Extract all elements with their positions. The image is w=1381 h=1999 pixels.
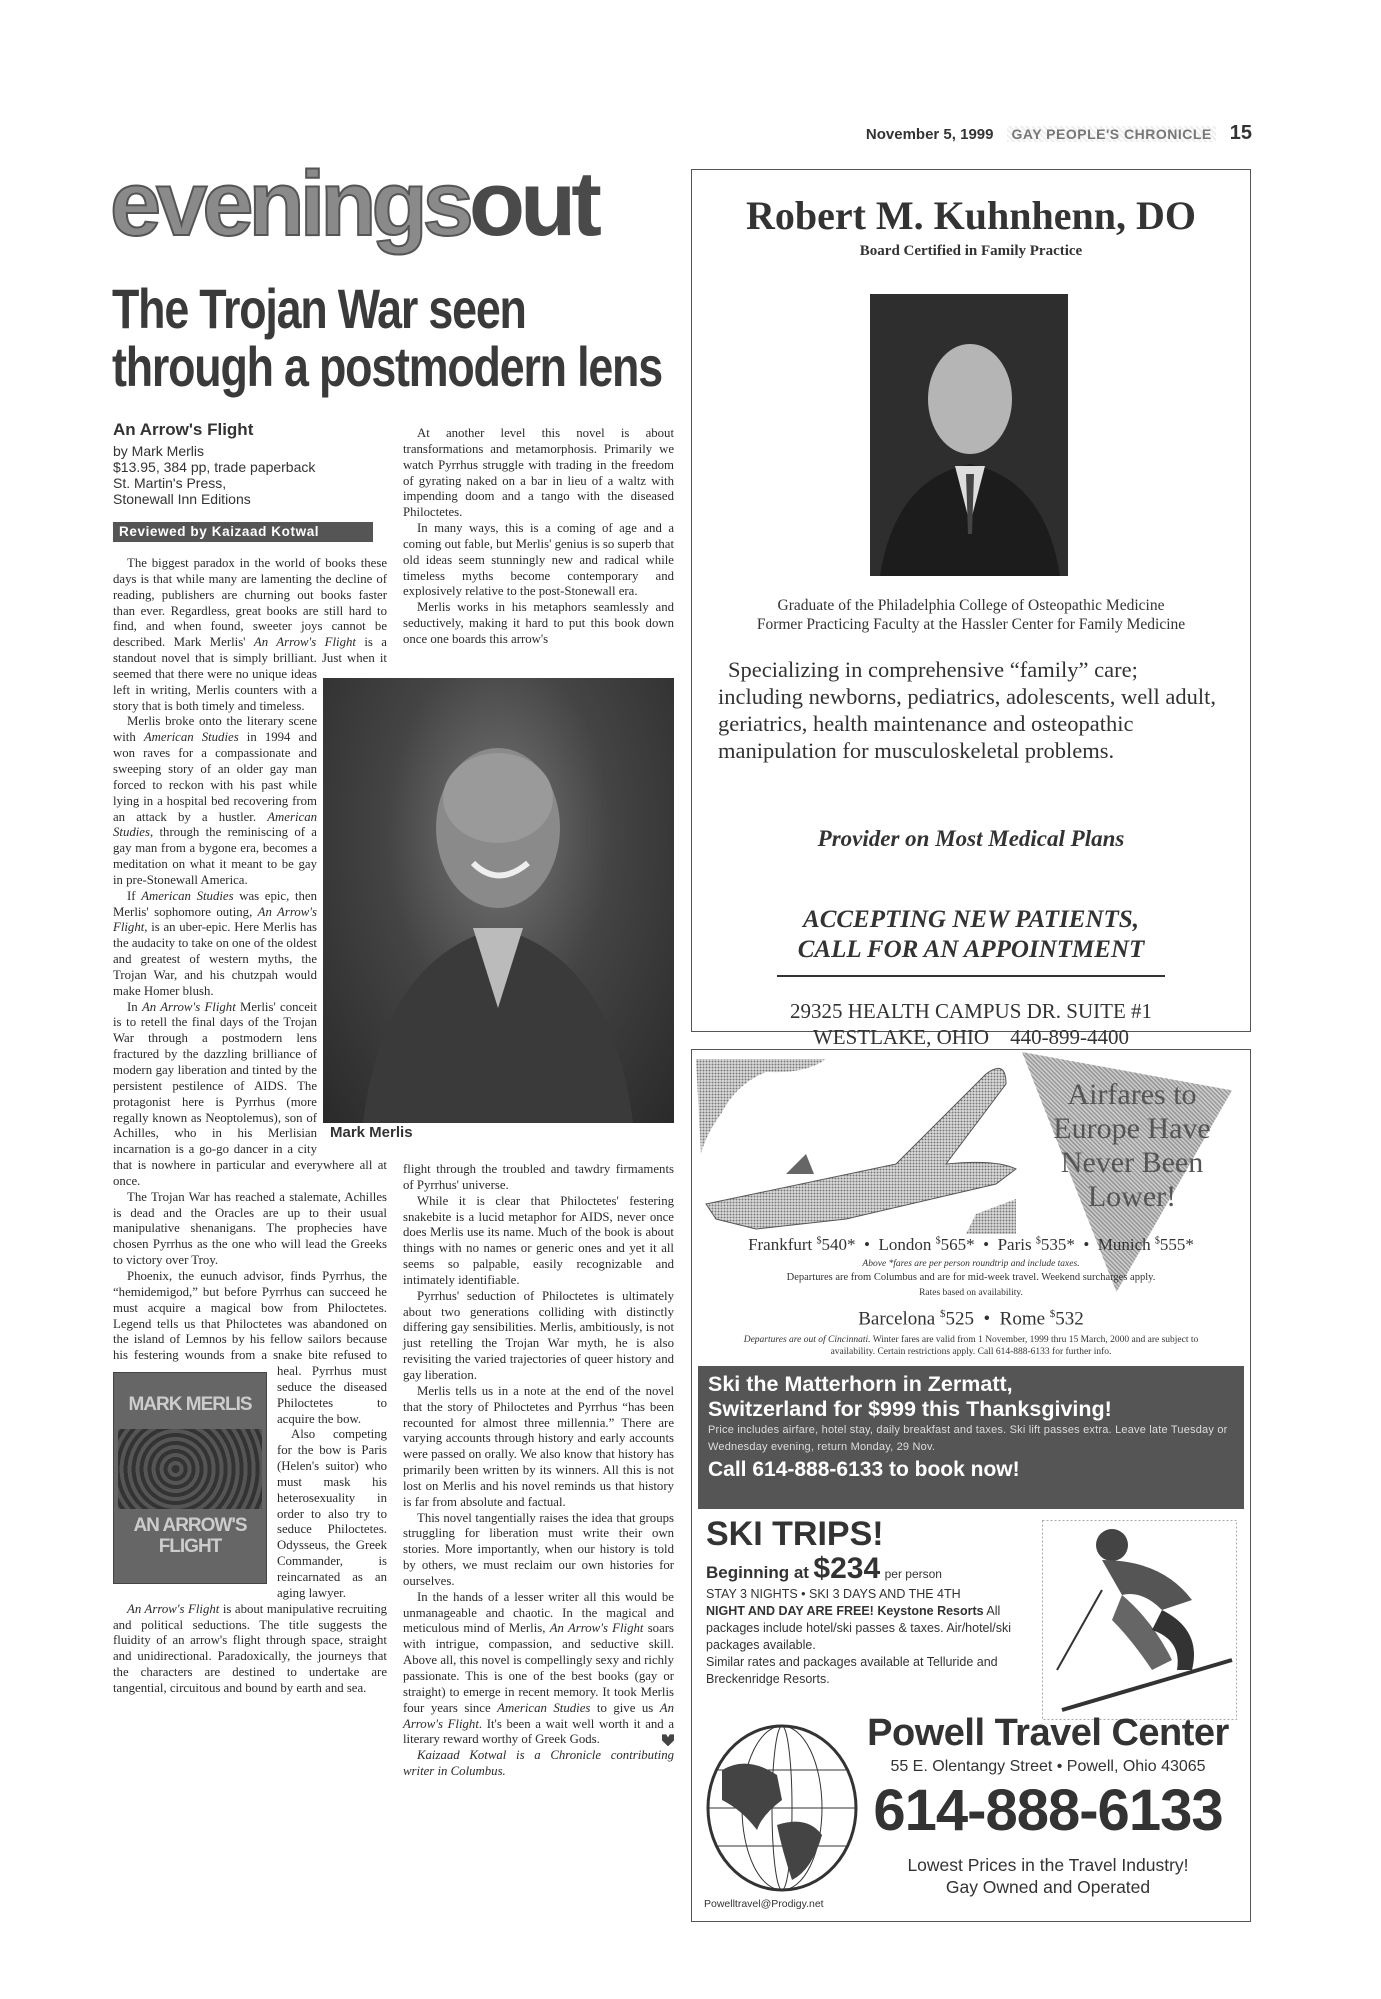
italic-title: American Studies — [143, 730, 239, 745]
zermatt-details: Price includes airfare, hotel stay, daily breakfast and taxes. Ski lift passes extra. Leave late Tuesday or Wednesday evening, return Monday, 29 Nov. — [708, 1424, 1228, 1453]
italic-title: An Arrow's Flight — [113, 904, 317, 935]
article-paragraph — [113, 1190, 387, 1269]
divider — [777, 975, 1165, 977]
article-column-middle-top — [403, 426, 674, 648]
page-number: 15 — [1229, 122, 1252, 144]
globe-icon — [702, 1720, 862, 1895]
article-paragraph — [403, 1590, 674, 1748]
europe-fares: Frankfurt $540* • London $565* • Paris $535* • Munich $555* — [748, 1235, 1194, 1254]
text-run: soars with intrigue, compassion, and seductive skill. Above all, this novel is compellingly sexy and richly passionate. This is one of the best books (gay or straight) to emerge in recent memory. It took Merlis four years since — [403, 1621, 675, 1715]
text-run: Also competing for the bow is Paris (Helen's suitor) who must mask his heterosexuality in order to also try to seduce Philoctetes. Odysseus, the Greek Commander, is reincarnated as an aging lawyer. — [277, 1427, 387, 1600]
airplane-illustration — [696, 1054, 1036, 1234]
doctor-city-phone: WESTLAKE, OHIO 440-899-4400 — [812, 1025, 1130, 1049]
italic-title: Kaizaad Kotwal is a Chronicle contributing writer in Columbus. — [403, 1748, 674, 1779]
fares-note: Above *fares are per person roundtrip and include taxes. — [862, 1259, 1080, 1269]
airfares-line: Europe Have — [1053, 1112, 1211, 1145]
ski-trips-heading: SKI TRIPS! — [706, 1515, 884, 1553]
zermatt-heading: Ski the Matterhorn in Zermatt, — [708, 1372, 1013, 1396]
company-address: 55 E. Olentangy Street • Powell, Ohio 43065 — [890, 1758, 1206, 1775]
departures-note: Departures are from Columbus and are for mid-week travel. Weekend surcharges apply. — [786, 1272, 1156, 1283]
article-paragraph — [403, 1194, 674, 1289]
doctor-photo — [870, 294, 1068, 576]
book-info — [113, 420, 393, 507]
provider-text: Provider on Most Medical Plans — [817, 826, 1125, 851]
doctor-address: 29325 HEALTH CAMPUS DR. SUITE #1 — [789, 999, 1153, 1023]
graduate-line: Graduate of the Philadelphia College of Osteopathic Medicine — [777, 597, 1165, 614]
article-paragraph — [403, 1384, 674, 1511]
reviewer-label: Reviewed by Kaizaad Kotwal — [113, 522, 373, 542]
text-run: In many ways, this is a coming of age and a coming out fable, but Merlis' genius is so superb that old ideas seem stunningly new and radical while timeless myths become contemporary and explosively relative to the post-Stonewall era. — [403, 521, 675, 599]
book-imprint: Stonewall Inn Editions — [113, 491, 251, 507]
book-price: $13.95, 384 pp, trade paperback — [113, 459, 316, 475]
section-logo-eveningsout — [110, 153, 597, 255]
text-run: While it is clear that Philoctetes' festering snakebite is a lucid metaphor for AIDS, never once does Merlis use its name. Much of the book is about things with no names or generic ones and yet it all seems so palpable, easily recognizable and intimately identifiable. — [403, 1193, 674, 1287]
specializing-text: Specializing in comprehensive “family” care; including newborns, pediatrics, adolescents, well adult, geriatrics, health maintenance and osteopathic manipulation for musculoskeletal problems. — [718, 657, 1216, 763]
text-run: , through the reminiscing of a gay man from a bygone era, becomes a meditation on what it meant to be gay in pre-Stonewall America. — [113, 825, 317, 887]
text-run: is about manipulative recruiting and political seductions. The title suggests the fluidity of an arrow's flight through space, straight and unidirectional. Paradoxically, the journeys that the characters are destined to undertake are tangential, circuitous and bound by earth and sea. — [113, 1601, 387, 1695]
powell-travel-info — [852, 1710, 1244, 1898]
text-run: At another level this novel is about transformations and metamorphosis. Primarily we watch Pyrrhus struggle with trading in the freedom of gyrating naked on a bar in lieu of a waltz with impending doom and a tango with the diseased Philoctetes. — [403, 426, 674, 520]
book-title: An Arrow's Flight — [113, 420, 254, 439]
rates-note: Rates based on availability. — [919, 1288, 1023, 1298]
article-paragraph — [403, 426, 674, 521]
masthead — [866, 122, 1252, 145]
italic-title: An Arrow's Flight — [253, 635, 356, 650]
zermatt-call: Call 614-888-6133 to book now! — [708, 1458, 1020, 1481]
zermatt-offer — [698, 1366, 1244, 1509]
skier-illustration — [1042, 1520, 1237, 1720]
article-paragraph — [403, 600, 674, 648]
travel-advertisement — [691, 1049, 1251, 1922]
text-run: The Trojan War has reached a stalemate, Achilles is dead and the Oracles are up to their usual manipulative shenanigans. The prophecies have chosen Pyrrhus as the one who will lead the Greeks to victory over Troy. — [113, 1189, 387, 1268]
article-paragraph — [403, 521, 674, 600]
italic-title: American Studies — [113, 809, 317, 840]
similar-resorts: Similar rates and packages available at Telluride and Breckenridge Resorts. — [706, 1655, 998, 1686]
newspaper-name: GAY PEOPLE'S CHRONICLE — [1007, 126, 1215, 142]
call-appointment: CALL FOR AN APPOINTMENT — [797, 936, 1145, 963]
article-paragraph — [113, 1602, 387, 1697]
author-photo — [323, 678, 674, 1123]
text-run: Merlis tells us in a note at the end of the novel that the story of Philoctetes and Pyrrhus “has been recounted for almost three millennia.” There are varying accounts through history and early accounts were passed on orally. We also know that history has primarily been written by its winners. All this is not lost on Merlis and his novel reminds us that history is far from absolute and factual. — [403, 1383, 674, 1509]
faculty-line: Former Practicing Faculty at the Hassler Center for Family Medicine — [756, 616, 1186, 633]
text-run: was epic, then Merlis' sophomore outing, — [113, 888, 317, 919]
text-run: flight through the troubled and tawdry firmaments of Pyrrhus' universe. — [403, 1162, 674, 1192]
text-run: is a standout novel that is simply brilliant. Just when it seemed that there were no unique ideas left in writing, Merlis counters with a story that is both timely and timeless. — [113, 635, 387, 713]
logo-part-out: out — [468, 153, 597, 255]
airfares-headline — [1032, 1078, 1232, 1214]
ski-trips-offer: SKI TRIPS! Beginning at $234 per person STAY 3 NIGHTS • SKI 3 DAYS AND THE 4TH NIGHT AND DAY ARE FREE! Keystone Resorts All packages include hotel/ski passes & taxes. Air/hotel/ski packages available. Similar rates and packages available at Telluride and Breckenridge Resorts. — [706, 1516, 1036, 1688]
author-bio — [403, 1748, 674, 1780]
airfares-line: Airfares to — [1067, 1078, 1197, 1111]
article-headline: The Trojan War seen through a postmodern lens — [112, 277, 662, 398]
article-paragraph — [403, 1289, 674, 1384]
text-run: to give us — [590, 1700, 660, 1715]
slogan-2: Gay Owned and Operated — [945, 1877, 1151, 1897]
issue-date: November 5, 1999 — [865, 126, 994, 143]
company-name: Powell Travel Center — [867, 1712, 1229, 1754]
italic-title: An Arrow's Flight — [127, 1601, 220, 1616]
company-phone: 614-888-6133 — [873, 1778, 1223, 1843]
italic-title: An Arrow's Flight — [549, 1621, 644, 1636]
italic-title: American Studies — [141, 888, 234, 903]
slogan: Lowest Prices in the Travel Industry! — [907, 1855, 1189, 1875]
book-author: by Mark Merlis — [113, 443, 205, 459]
book-publisher: St. Martin's Press, — [113, 475, 227, 491]
logo-part-evenings: evenings — [110, 153, 469, 255]
article-paragraph — [403, 1162, 674, 1194]
text-run: , is an uber-epic. Here Merlis has the audacity to take on one of the oldest and greatest of western myths, the Trojan War, and his chutzpah would make Homer blush. — [113, 920, 317, 998]
fine-print: Departures are out of Cincinnati. Winter fares are valid from 1 November, 1999 thru 15 March, 2000 and are subject to availability. Certain restrictions apply. Call 614-888-6133 for further info. — [743, 1335, 1199, 1357]
doctor-advertisement — [691, 169, 1251, 1049]
stay-line: STAY 3 NIGHTS • SKI 3 DAYS AND THE 4TH — [706, 1587, 961, 1601]
text-run: This novel tangentially raises the idea that groups struggling for liberation must write their own stories. More importantly, when our history is told by others, we must reclaim our own histories for ourselves. — [403, 1510, 674, 1588]
doctor-name: Robert M. Kuhnhenn, DO — [745, 193, 1197, 238]
text-run: If — [127, 888, 142, 903]
text-run: In the hands of a lesser writer all this would be unmanageable and chaotic. In the magical and meticulous mind of Merlis, — [403, 1589, 674, 1636]
spain-italy-fares: Barcelona $525 • Rome $532 — [858, 1308, 1084, 1330]
photo-caption: Mark Merlis — [330, 1124, 413, 1141]
text-run: in 1994 and won raves for a compassionate and sweeping story of an older gay man forced to reckon with his past while lying in a hospital bed recovering from an attack by a hustler. — [113, 730, 318, 824]
text-run: The biggest paradox in the world of books these days is that while many are lamenting the decline of reading, publishers are churning out books faster than ever. Regardless, great books are still hard to find, and when found, sweeter joys cannot be described. Mark Merlis' — [113, 556, 387, 650]
text-run: . It's been a wait well worth it and a literary reward worthy of Greek Gods. — [403, 1716, 675, 1747]
text-run: Merlis' conceit is to retell the final days of the Trojan War through a postmodern lens fractured by the dazzling brilliance of modern gay liberation and tinted by the persistent pestilence of AIDS. The protagonist here is Pyrrhus (more regally known as Neoptolemus), son of Achilles, who in his Merlisian incarnation is a go-go dancer in a city that is nowhere in particular and everywhere all at once. — [113, 999, 387, 1188]
text-run: Merlis works in his metaphors seamlessly and seductively, making it hard to put this book down once one boards this arrow's — [403, 600, 674, 646]
doctor-certification: Board Certified in Family Practice — [859, 243, 1083, 259]
italic-title: An Arrow's Flight — [403, 1700, 674, 1731]
article-column-middle-bottom — [403, 1162, 674, 1780]
text-run: Merlis broke onto the literary scene with — [113, 714, 317, 745]
airfares-line: Never Been — [1060, 1146, 1204, 1179]
article-paragraph — [403, 1511, 674, 1590]
company-email: Powelltravel@Prodigy.net — [704, 1898, 824, 1910]
text-run: Pyrrhus' seduction of Philoctetes is ultimately about two generations colliding with distinctly differing gay sensibilities. Merlis, ambitiously, is not just retelling the Trojan War myth, he is also revisiting the varied trajectories of queer history and gay liberation. — [403, 1288, 674, 1382]
airfares-line: Lower! — [1087, 1180, 1177, 1213]
accepting-patients: ACCEPTING NEW PATIENTS, — [803, 906, 1139, 933]
end-of-article-icon — [662, 1734, 674, 1746]
book-cover-image — [113, 1372, 267, 1584]
italic-title: American Studies — [497, 1700, 591, 1715]
text-run: In — [127, 999, 142, 1014]
text-run: Phoenix, the eunuch advisor, finds Pyrrhus, the “hemidemigod,” but before Pyrrhus can succeed he must acquire a magical bow from Philoctetes. Legend tells us that Philoctetes was abandoned on the island of Lemnos by his fellow sailors because his festering wounds from a snake bite refused to heal. Pyrrhus must seduce the diseased Philoctetes to acquire the bow. — [113, 1268, 387, 1426]
cover-author: MARK MERLIS — [128, 1394, 252, 1415]
zermatt-heading-2: Switzerland for $999 this Thanksgiving! — [708, 1397, 1112, 1421]
cover-title: AN ARROW'S FLIGHT — [133, 1515, 247, 1557]
italic-title: An Arrow's Flight — [141, 999, 236, 1014]
